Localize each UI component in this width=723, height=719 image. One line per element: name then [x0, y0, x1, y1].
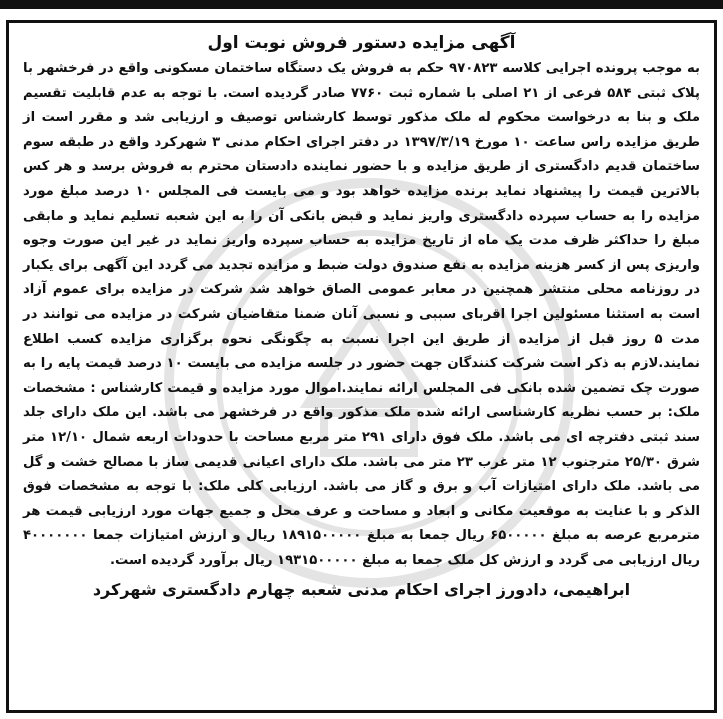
notice-content [9, 23, 714, 710]
notice-body: به موجب پرونده اجرایی کلاسه ۹۷۰۸۲۳ حکم به فروش یک دستگاه ساختمان مسکونی واقع در فرخشهر با پلاک ثبتی ۵۸۴ فرعی از ۲۱ اصلی با شماره ثبت ۷۷۶۰ صادر گردیده است. با توجه به عدم قابلیت تقسیم ملک و بنا به درخواست محکوم له ملک مذکور توسط کارشناس توصیف و ارزیابی شد و مقرر است از طریق مزایده راس ساعت ۱۰ مورخ ۱۳۹۷/۳/۱۹ در دفتر اجرای احکام مدنی ۳ شهرکرد واقع در طبقه سوم ساختمان قدیم دادگستری از طریق مزایده و با حضور نماینده دادستان محترم به فروش برسد و هر کس بالاترین قیمت را پیشنهاد نماید برنده مزایده خواهد بود و می بایست فی المجلس ۱۰ درصد مبلغ مورد مزایده را به حساب سپرده دادگستری واریز نماید و قبض بانکی آن را به این شعبه تسلیم نماید و مابقی مبلغ را حداکثر ظرف مدت یک ماه از تاریخ مزایده به حساب سپرده واریز نماید در غیر این صورت وجوه واریزی پس از کسر هزینه مزایده به نفع صندوق دولت ضبط و مزایده تجدید می گردد این آگهی برای یکبار در روزنامه محلی منتشر همچنین در معابر عمومی الصاق خواهد شد شرکت در مزایده برای عموم آزاد است به استثنا مسئولین اجرا اقربای سببی و نسبی آنان ضمنا متقاضیان شرکت در مزایده می توانند در مدت ۵ روز قبل از مزایده از طریق این اجرا نسبت به چگونگی نحوه برگزاری مزایده کسب اطلاع نمایند.لازم به ذکر است شرکت کنندگان جهت حضور در جلسه مزایده می بایست ۱۰ درصد قیمت پایه را به صورت چک تضمین شده بانکی فی المجلس ارائه نمایند.اموال مورد مزایده و قیمت کارشناس : مشخصات ملک: بر حسب نظریه کارشناسی ارائه شده ملک مذکور واقع در فرخشهر می باشد. این ملک دارای جلد سند ثبتی دفترچه ای می باشد. ملک فوق دارای ۲۹۱ متر مربع مساحت با حدودات اربعه شمال ۱۲/۱۰ متر شرق ۲۵/۳۰ مترجنوب ۱۲ متر غرب ۲۳ متر می باشد. ملک دارای اعیانی قدیمی ساز با مصالح خشت و گل می باشد. ملک دارای امتیازات آب و برق و گاز می باشد. ارزیابی کلی ملک: با توجه به مشخصات فوق الذکر و با عنایت به موقعیت مکانی و ابعاد و مساحت و عرف محل و جمیع جهات مورد ارزیابی قیمت هر مترمربع عرصه به مبلغ ۶۵۰۰۰۰۰ ریال جمعا به مبلغ ۱۸۹۱۵۰۰۰۰۰ ریال و ارزش امتیازات جمعا ۴۰۰۰۰۰۰۰ ریال ارزیابی می گردد و ارزش کل ملک جمعا به مبلغ ۱۹۳۱۵۰۰۰۰۰ ریال برآورد گردیده است. [23, 61, 701, 568]
notice-signature: ابراهیمی، دادورز اجرای احکام مدنی شعبه چهارم دادگستری شهرکرد [92, 580, 631, 600]
notice-frame [6, 20, 717, 713]
top-border-bar [0, 0, 723, 9]
notice-title: آگهی مزایده دستور فروش نوبت اول [207, 33, 516, 53]
